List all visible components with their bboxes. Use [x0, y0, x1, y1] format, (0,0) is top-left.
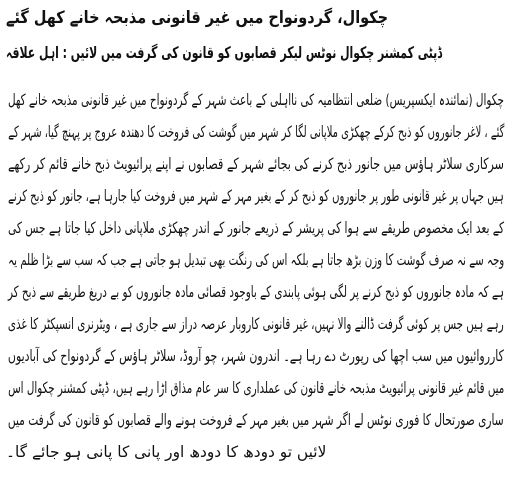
article-body-line-1: چکوال (نمائندہ ایکسپریس) ضلعی انتظامیہ کی نااہلی کے باعث شہر کے گردونواح میں غیر قانونی مذبحہ خانے کھل	[8, 91, 504, 109]
article-body-line-4: ہیں جہاں پر غیر قانونی طور پر جانوروں کو ذبح کر کے بغیر مہر کے شہر میں فروخت کیا جارہا ہے، جانور کو ذبح کرنے	[8, 187, 504, 205]
article-body-last-line: لائیں تو دودھ کا دودھ اور پانی کا پانی ہو جائے گا۔	[5, 443, 326, 461]
article-body-line-8: رہے ہیں جس پر کوئی گرفت ڈالنے والا نہیں، غیر قانونی کاروبار عرصہ دراز سے جاری ہے ، ویٹرنری انسپکٹر کا غذی	[8, 315, 504, 333]
article-body-line-6: وجہ سے نہ صرف گوشت کا وزن بڑھ جاتا ہے بلکہ اس کی رنگت بھی تبدیل ہو جاتی ہے جب کہ سب سے بڑا ظلم یہ	[7, 251, 504, 269]
article-body-line-7: ہے کہ مادہ جانوروں کو ذبح کرنے پر لگی ہوئی پابندی کے باوجود قصائی مادہ جانوروں کو بے دریغ طریقے سے ذبح کر	[7, 283, 504, 301]
article-body-line-2: گئے ، لاغر جانوروں کو ذبح کرکے چھکڑی ملاپانی لگا کر شہر میں گوشت کی فروخت کا دھندہ عروج پر پہنچ گیا، شہر کے	[7, 123, 504, 141]
article-body-line-3: سرکاری سلاٹر ہاؤس میں جانور ذبح کرنے کی بجائے شہر کے قصابوں نے اپنے پرائیویٹ ذبح خانے قائم کر رکھے	[8, 155, 504, 173]
article-body-line-11: ساری صورتحال کا فوری نوٹس لے اگر شہر میں بغیر مہر کے فروخت ہونے والے قصابوں کو قانون کی گرفت میں	[8, 411, 504, 429]
article-subheadline: ڈپٹی کمشنر چکوال نوٹس لیکر قصابوں کو قانون کی گرفت میں لائیں : اہل علاقہ	[5, 43, 442, 62]
article-headline: چکوال، گردونواح میں غیر قانونی مذبحہ خانے کھل گئے	[5, 8, 388, 28]
article-body-line-9: کارروائیوں میں سب اچھا کی رپورٹ دے رہا ہے۔ اندرون شہر، چو آروڈ، سلاٹر ہاؤس کے گردونواح کی آبادیوں	[8, 347, 504, 365]
article-body-line-10: میں قائم غیر قانونی پرائیویٹ مذبحہ خانے قانون کی عملداری کا سر عام مذاق اڑا رہے ہیں، ڈپٹی کمشنر چکوال اس	[7, 379, 504, 397]
article-body-line-5: کے بعد ایک مخصوص طریقے سے ہوا کی پریشر کے ذریعے جانور کے اندر چھکڑی ملاپانی داخل کیا جاتا ہے جس کی	[7, 219, 504, 237]
